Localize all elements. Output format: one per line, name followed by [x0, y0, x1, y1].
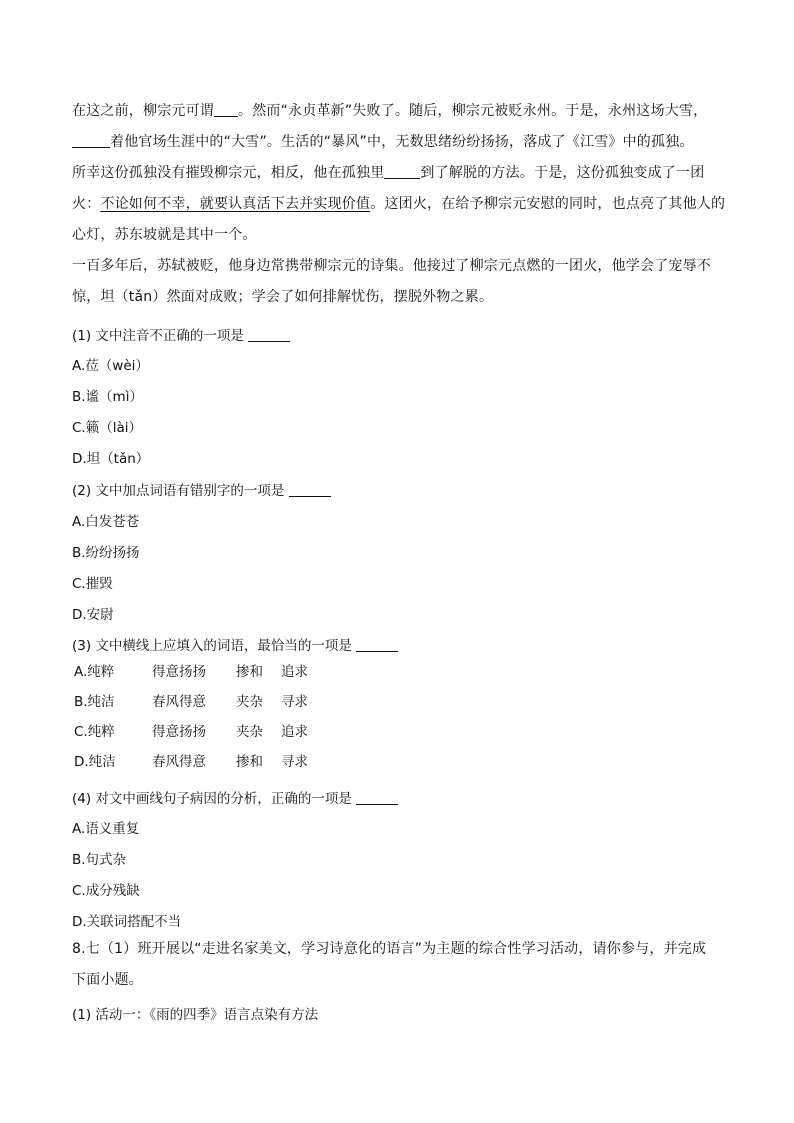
q8-line-1: 8.七（1）班开展以“走进名家美文，学习诗意化的语言”为主题的综合性学习活动，请你参与，并完成	[72, 941, 707, 957]
q1-option-b[interactable]: B.谧（mì）	[72, 389, 143, 405]
q2-option-a[interactable]: A.白发苍苍	[72, 514, 140, 530]
passage	[72, 96, 727, 313]
passage-line-6: 一百多年后，苏轼被贬，他身边常携带柳宗元的诗集。他接过了柳宗元点燃的一团火，他学会了宠辱不	[72, 258, 711, 274]
q4-option-d[interactable]: D.关联词搭配不当	[72, 914, 182, 930]
q4-option-a[interactable]: A.语义重复	[72, 821, 140, 837]
question-4: (4) 对文中画线句子病因的分析，正确的一项是	[72, 787, 398, 807]
question-2: (2) 文中加点词语有错别字的一项是	[72, 479, 331, 499]
q1-option-d[interactable]: D.坦（tǎn）	[72, 451, 150, 467]
passage-line-1: 在这之前，柳宗元可谓 。然而“永贞革新”失败了。随后，柳宗元被贬永州。于是，永州这场大雪，	[72, 96, 727, 127]
answer-blank-2[interactable]	[289, 480, 331, 497]
question-8	[72, 934, 727, 996]
q1-option-a[interactable]: A.莅（wèi）	[72, 358, 149, 374]
passage-line-2: 着他官场生涯中的“大雪”。生活的“暴风”中，无数思绪纷纷扬扬，落成了《江雪》中的孤独。	[72, 127, 727, 158]
underlined-sentence: 不论如何不幸，就要认真活下去并实现价值	[100, 196, 371, 212]
passage-line-4: 火：不论如何不幸，就要认真活下去并实现价值。这团火，在给予柳宗元安慰的同时，也点亮了其他人的	[72, 196, 726, 212]
q2-option-b[interactable]: B.纷纷扬扬	[72, 545, 140, 561]
q2-option-c[interactable]: C.摧毁	[72, 576, 113, 592]
passage-line-7: 惊，坦（tǎn）然面对成败；学会了如何排解忧伤，摆脱外物之累。	[72, 289, 494, 305]
question-3: (3) 文中横线上应填入的词语，最恰当的一项是	[72, 634, 398, 654]
q8-sub-1: (1) 活动一：《雨的四季》语言点染有方法	[72, 1007, 319, 1023]
question-1: (1) 文中注音不正确的一项是	[72, 324, 290, 344]
q4-option-c[interactable]: C.成分残缺	[72, 883, 140, 899]
answer-blank-4[interactable]	[356, 788, 398, 805]
fill-blank-1[interactable]	[214, 100, 238, 117]
q1-option-c[interactable]: C.籁（lài）	[72, 420, 142, 436]
q4-option-b[interactable]: B.句式杂	[72, 852, 127, 868]
fill-blank-3[interactable]	[384, 162, 420, 179]
q8-line-2: 下面小题。	[72, 972, 143, 988]
document-page: 在这之前，柳宗元可谓 。然而“永贞革新”失败了。随后，柳宗元被贬永州。于是，永州这场大雪， 着他官场生涯中的“大雪”。生活的“暴风”中，无数思绪纷纷扬扬，落成了《江雪》中的孤独。 所幸这份孤独没有摧毁柳宗元，相反，他在孤独里 到了解脱的方法。于是，这份孤独变成了一团 火：不论如何不幸，就要认真活下去并实现价值。这团火，在给予柳宗元安慰的同时，也点亮了其他人的 心灯，苏东坡就是其中一个。 一百多年后，苏轼被贬，他身边常携带柳宗元的诗集。他接过了柳宗元点燃的一团火，他学会了宠辱不 惊，坦（tǎn）然面对成败；学会了如何排解忧伤，摆脱外物之累。 (1) 文中注音不正确的一项是 A.莅（wèi） B.谧（mì） C.籁（lài） D.坦（tǎn） (2) 文中加点词语有错别字的一项是 A.白发苍苍 B.纷纷扬扬 C.摧毁 D.安尉 (3) 文中横线上应填入的词语，最恰当的一项是 A.纯粹 得意扬扬 掺和 追求 B.纯洁 春风得意 夹杂 寻求 C.纯粹 得意扬扬 夹杂 追求 D.纯洁 春风得意 掺和 寻求 (4) 对文中画线句子病因的分析，正确的一项是 A.语义重复 B.句式杂 C.成分残缺 D.关联词搭配不当 8.七（1）班开展以“走进名家美文，学习诗意化的语言”为主题的综合性学习活动，请你参与，并完成 下面小题。 (1) 活动一：《雨的四季》语言点染有方法	[0, 0, 794, 1123]
passage-line-3: 所幸这份孤独没有摧毁柳宗元，相反，他在孤独里 到了解脱的方法。于是，这份孤独变成了一团	[72, 158, 727, 189]
q2-option-d[interactable]: D.安尉	[72, 607, 114, 623]
answer-blank-1[interactable]	[248, 325, 290, 342]
answer-blank-3[interactable]	[356, 635, 398, 652]
passage-line-5: 心灯，苏东坡就是其中一个。	[72, 227, 257, 243]
fill-blank-2[interactable]	[72, 131, 110, 148]
